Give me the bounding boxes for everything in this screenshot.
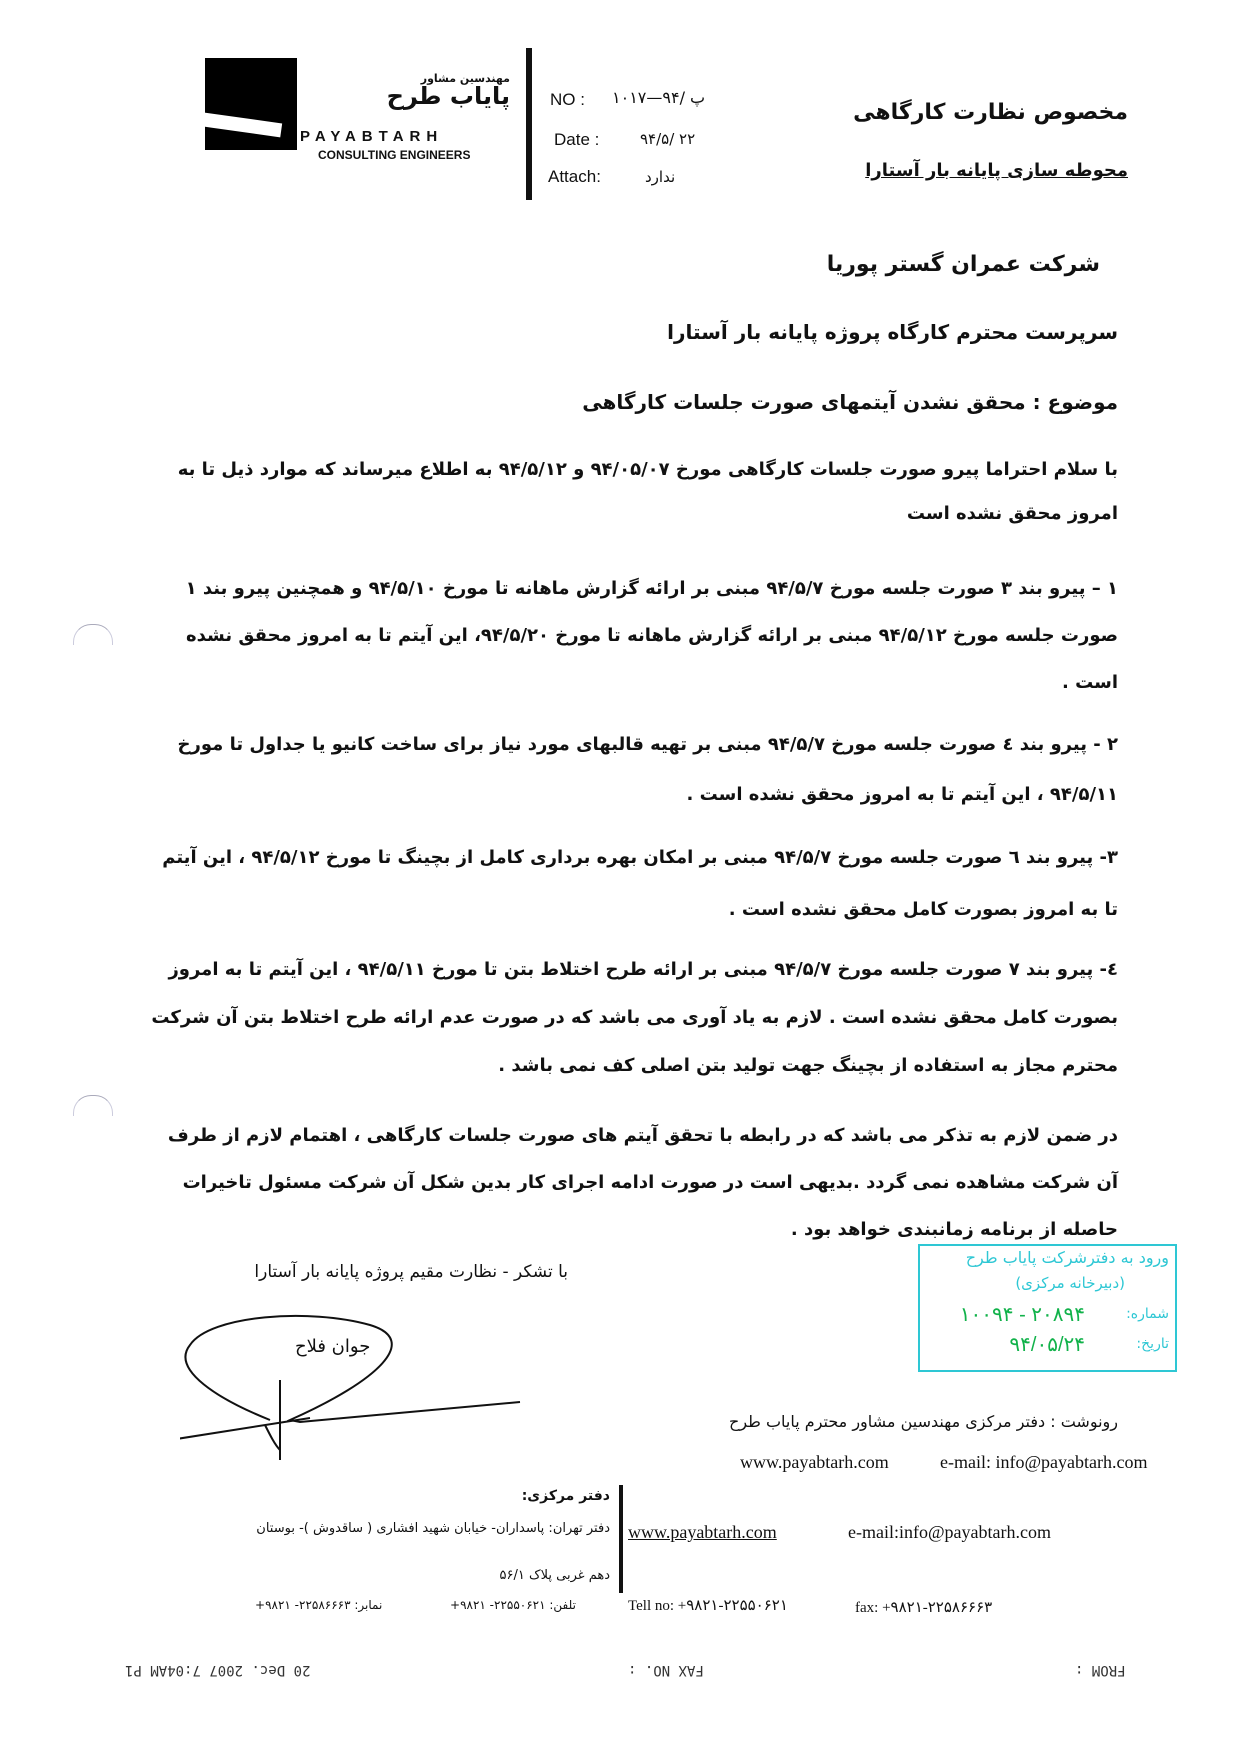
logo-subtitle-fa: مهندسین مشاور — [420, 72, 510, 85]
email-link[interactable]: e-mail: info@payabtarh.com — [940, 1452, 1148, 1472]
list-item: ۳- پیرو بند ٦ صورت جلسه مورخ ۹۴/۵/۷ مبنی بر امکان بهره برداری کامل از بچینگ تا مورخ ۹۴/۵/۱۲ ، این آیتم تا به امروز بصورت کامل محقق نشده است . — [162, 847, 1118, 920]
company-logo-mark — [205, 58, 297, 150]
logo-name-en: PAYABTARH — [300, 128, 444, 145]
letter-number-value: پ /۹۴—۱۰۱۷ — [612, 88, 706, 107]
fax-timestamp: 20 Dec. 2007 7:04AM P1 — [125, 1662, 311, 1678]
letter-date-label: Date : — [554, 130, 600, 149]
recipient-company: شرکت عمران گستر پوریا — [826, 252, 1100, 277]
logo-tagline: CONSULTING ENGINEERS — [318, 148, 471, 162]
list-item: ۲ - پیرو بند ٤ صورت جلسه مورخ ۹۴/۵/۷ مبنی بر تهیه قالبهای مورد نیاز برای ساخت کانیو یا جداول تا مورخ ۹۴/۵/۱۱ ، این آیتم تا به امروز محقق نشده است . — [177, 734, 1118, 805]
logo-name-fa: پایاب طرح — [386, 82, 510, 110]
office-address: دفتر تهران: پاسداران- خیابان شهید افشاری ( ساقدوش )- بوستان — [256, 1521, 610, 1536]
signer-name: جوان فلاح — [295, 1336, 371, 1357]
list-item: ۱ – پیرو بند ۳ صورت جلسه مورخ ۹۴/۵/۷ مبنی بر ارائه گزارش ماهانه تا مورخ ۹۴/۵/۱۰ و همچنین پیرو بند ۱ صورت جلسه مورخ ۹۴/۵/۱۲ مبنی بر ارائه گزارش ماهانه تا مورخ ۹۴/۵/۲۰، این آیتم تا به امروز محقق نشده است . — [185, 578, 1118, 693]
intro-paragraph: با سلام احتراما پیرو صورت جلسات کارگاهی مورخ ۹۴/۰۵/۰۷ و ۹۴/۵/۱۲ به اطلاع میرساند که موارد ذیل تا به امروز محقق نشده است — [177, 459, 1118, 524]
attachment-value: ندارد — [645, 168, 676, 186]
letter-date-value: ۹۴/۵/ ۲۲ — [640, 130, 696, 148]
header-divider — [526, 48, 532, 200]
fax-from-label: FROM : — [1075, 1662, 1126, 1678]
fax-fa: نمابر: ۲۲۵۸۶۶۶۳- ۹۸۲۱+ — [255, 1598, 383, 1612]
attachment-label: Attach: — [548, 167, 601, 186]
carbon-copy: رونوشت : دفتر مرکزی مهندسین مشاور محترم پایاب طرح — [729, 1412, 1118, 1431]
confidential-heading: مخصوص نظارت کارگاهی — [853, 100, 1128, 125]
phone-en: Tell no: +۹۸۲۱-۲۲۵۵۰۶۲۱ — [628, 1598, 788, 1614]
sign-off: با تشکر - نظارت مقیم پروژه پایانه بار آستارا — [254, 1262, 568, 1282]
footer-divider — [619, 1485, 623, 1593]
stamp-date-label: تاریخ: — [1136, 1336, 1169, 1352]
phone-fa: تلفن: ۲۲۵۵۰۶۲۱- ۹۸۲۱+ — [450, 1598, 576, 1612]
receipt-stamp — [918, 1244, 1177, 1372]
office-heading: دفتر مرکزی: — [521, 1488, 610, 1504]
recipient-title: سرپرست محترم کارگاه پروژه پایانه بار آستارا — [667, 320, 1118, 344]
stamp-date-value: ۹۴/۰۵/۲۴ — [1009, 1334, 1085, 1356]
closing-paragraph: در ضمن لازم به تذکر می باشد که در رابطه با تحقق آیتم های صورت جلسات کارگاهی ، اهتمام لازم از طرف آن شرکت مشاهده نمی گردد .بدیهی است در صورت ادامه اجرای کار بدین شکل آن شرکت مسئول تاخیرات حاصله از برنامه زمانبندی خواهد بود . — [167, 1125, 1118, 1240]
punch-hole-mark — [73, 1095, 113, 1116]
fax-number-label: FAX NO. : — [628, 1662, 704, 1678]
stamp-number-value: ۱۰۰۹۴ - ۲۰۸۹۴ — [959, 1304, 1085, 1326]
list-item: ٤- پیرو بند ۷ صورت جلسه مورخ ۹۴/۵/۷ مبنی بر ارائه طرح اختلاط بتن تا مورخ ۹۴/۵/۱۱ ، این آیتم تا به امروز بصورت کامل محقق نشده است . لازم به یاد آوری می باشد که در صورت عدم ارائه طرح اختلاط بتن آن شرکت محترم مجاز به استفاده از بچینگ جهت تولید بتن اصلی کف نمی باشد . — [151, 959, 1118, 1076]
handwritten-signature — [180, 1310, 560, 1460]
footer-email[interactable]: e-mail:info@payabtarh.com — [848, 1522, 1052, 1542]
letter-number-label: NO : — [550, 90, 585, 109]
stamp-subtitle: (دبیرخانه مرکزی) — [1015, 1274, 1125, 1292]
stamp-title: ورود به دفترشرکت پایاب طرح — [965, 1248, 1169, 1267]
website-link[interactable]: www.payabtarh.com — [740, 1452, 889, 1472]
project-name: محوطه سازی پایانه بار آستارا — [865, 160, 1128, 181]
letter-subject: موضوع : محقق نشدن آیتمهای صورت جلسات کارگاهی — [582, 390, 1118, 414]
stamp-number-label: شماره: — [1126, 1306, 1169, 1322]
office-address-line2: دهم غربی پلاک ۵۶/۱ — [499, 1568, 610, 1583]
fax-en: fax: +۹۸۲۱-۲۲۵۸۶۶۶۳ — [855, 1600, 993, 1616]
punch-hole-mark — [73, 624, 113, 645]
footer-website-link[interactable]: www.payabtarh.com — [628, 1522, 777, 1542]
